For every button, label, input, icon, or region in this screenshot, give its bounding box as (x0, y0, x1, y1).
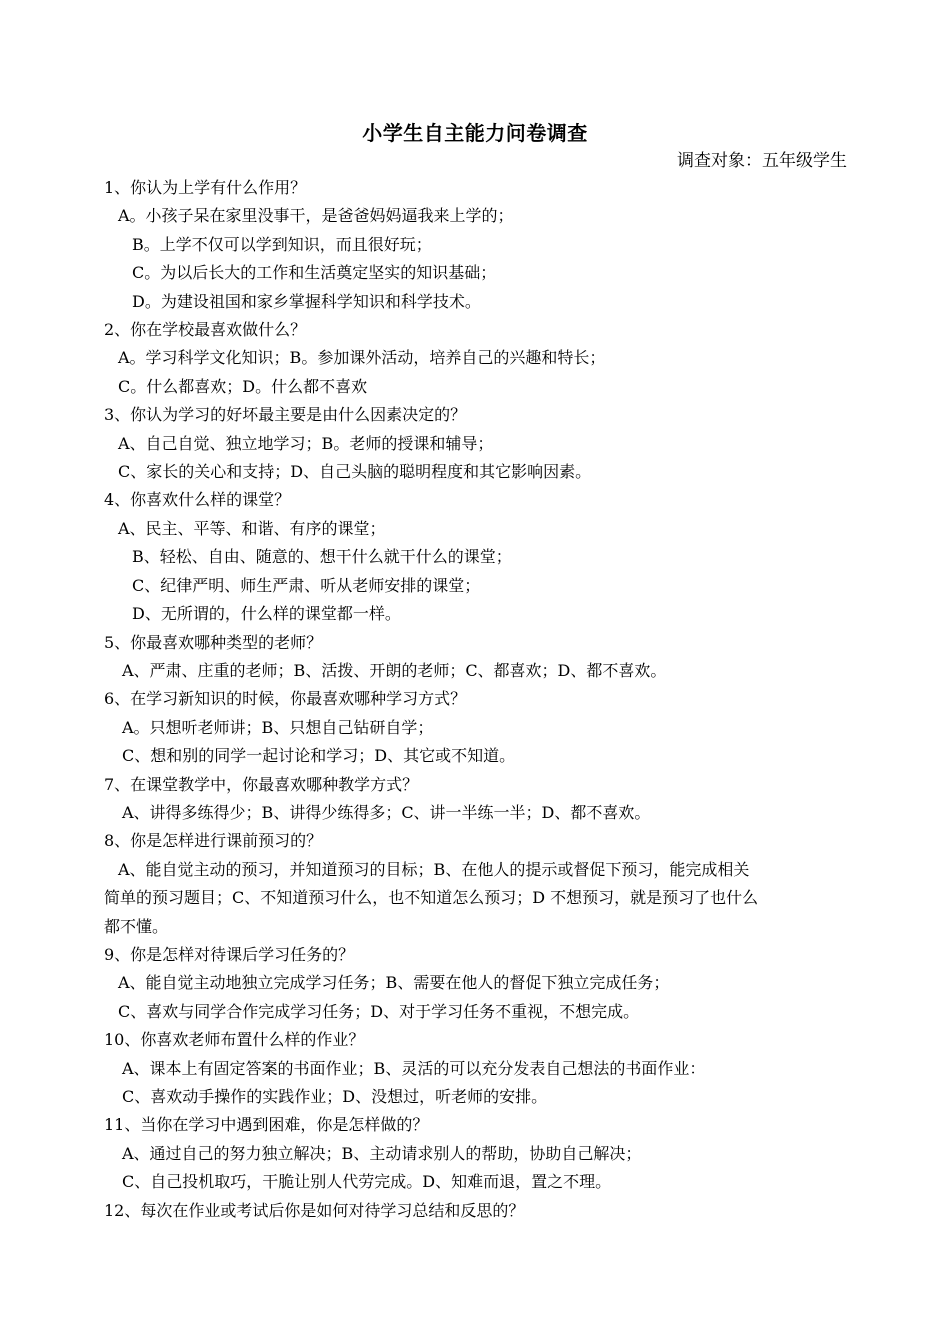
question-1-option-c: C。为以后长大的工作和生活奠定坚实的知识基础； (132, 263, 497, 283)
question-10: 10、你喜欢老师布置什么样的作业？ (104, 1030, 365, 1050)
question-3: 3、你认为学习的好坏最主要是由什么因素决定的？ (104, 405, 467, 425)
question-9-options-cd: C、喜欢与同学合作完成学习任务；D、对于学习任务不重视，不想完成。 (118, 1001, 640, 1021)
question-6-options-cd: C、想和别的同学一起讨论和学习；D、其它或不知道。 (122, 746, 516, 766)
question-7-options: A、讲得多练得少；B、讲得少练得多；C、讲一半练一半；D、都不喜欢。 (122, 802, 651, 822)
question-3-options-cd: C、家长的关心和支持；D、自己头脑的聪明程度和其它影响因素。 (118, 462, 592, 482)
question-11-options-cd: C、自己投机取巧，干脆让别人代劳完成。D、知难而退，置之不理。 (122, 1172, 612, 1192)
question-12: 12、每次在作业或考试后你是如何对待学习总结和反思的？ (104, 1200, 525, 1220)
question-11: 11、当你在学习中遇到困难，你是怎样做的？ (104, 1115, 429, 1135)
question-6-options-ab: A。只想听老师讲；B、只想自己钻研自学； (122, 717, 434, 737)
question-3-options-ab: A、自己自觉、独立地学习；B。老师的授课和辅导； (118, 433, 494, 453)
question-11-options-ab: A、通过自己的努力独立解决；B、主动请求别人的帮助，协助自己解决； (122, 1143, 642, 1163)
question-1: 1、你认为上学有什么作用？ (104, 178, 307, 197)
question-1-option-d: D。为建设祖国和家乡掌握科学知识和科学技术。 (132, 291, 481, 311)
question-8-options-line-3: 都不懂。 (104, 916, 169, 936)
question-10-options-ab: A、课本上有固定答案的书面作业；B、灵活的可以充分发表自己想法的书面作业： (122, 1058, 706, 1078)
question-9-options-ab: A、能自觉主动地独立完成学习任务；B、需要在他人的督促下独立完成任务； (118, 973, 670, 993)
survey-subject: 调查对象：五年级学生 (677, 151, 847, 171)
document-title: 小学生自主能力问卷调查 (362, 121, 588, 145)
question-8-options-line-1: A、能自觉主动的预习，并知道预习的目标；B、在他人的提示或督促下预习，能完成相关 (118, 859, 750, 879)
question-5: 5、你最喜欢哪种类型的老师？ (104, 632, 323, 652)
question-9: 9、你是怎样对待课后学习任务的？ (104, 944, 355, 964)
question-1-option-b: B。上学不仅可以学到知识，而且很好玩； (132, 234, 432, 254)
question-4-option-b: B、轻松、自由、随意的、想干什么就干什么的课堂； (132, 547, 512, 567)
question-7: 7、在课堂教学中，你最喜欢哪种教学方式？ (104, 774, 419, 794)
question-10-options-cd: C、喜欢动手操作的实践作业；D、没想过，听老师的安排。 (122, 1087, 548, 1106)
question-1-option-a: A。小孩子呆在家里没事干，是爸爸妈妈逼我来上学的； (118, 206, 514, 226)
question-4: 4、你喜欢什么样的课堂？ (104, 490, 291, 510)
question-2-options-cd: C。什么都喜欢；D。什么都不喜欢 (118, 376, 368, 396)
question-5-options: A、严肃、庄重的老师；B、活拨、开朗的老师；C、都喜欢；D、都不喜欢。 (122, 660, 667, 680)
question-2-options-ab: A。学习科学文化知识；B。参加课外活动，培养自己的兴趣和特长； (118, 348, 606, 368)
question-2: 2、你在学校最喜欢做什么？ (104, 320, 307, 340)
question-4-option-c: C、纪律严明、师生严肃、听从老师安排的课堂； (132, 575, 481, 595)
question-6: 6、在学习新知识的时候，你最喜欢哪种学习方式？ (104, 689, 467, 709)
question-8: 8、你是怎样进行课前预习的？ (104, 831, 323, 851)
question-4-option-d: D、无所谓的，什么样的课堂都一样。 (132, 604, 401, 624)
question-4-option-a: A、民主、平等、和谐、有序的课堂； (118, 518, 386, 538)
questionnaire-body (104, 174, 849, 1225)
question-8-options-line-2: 简单的预习题目；C、不知道预习什么，也不知道怎么预习；D 不想预习，就是预习了也什么 (104, 888, 759, 908)
